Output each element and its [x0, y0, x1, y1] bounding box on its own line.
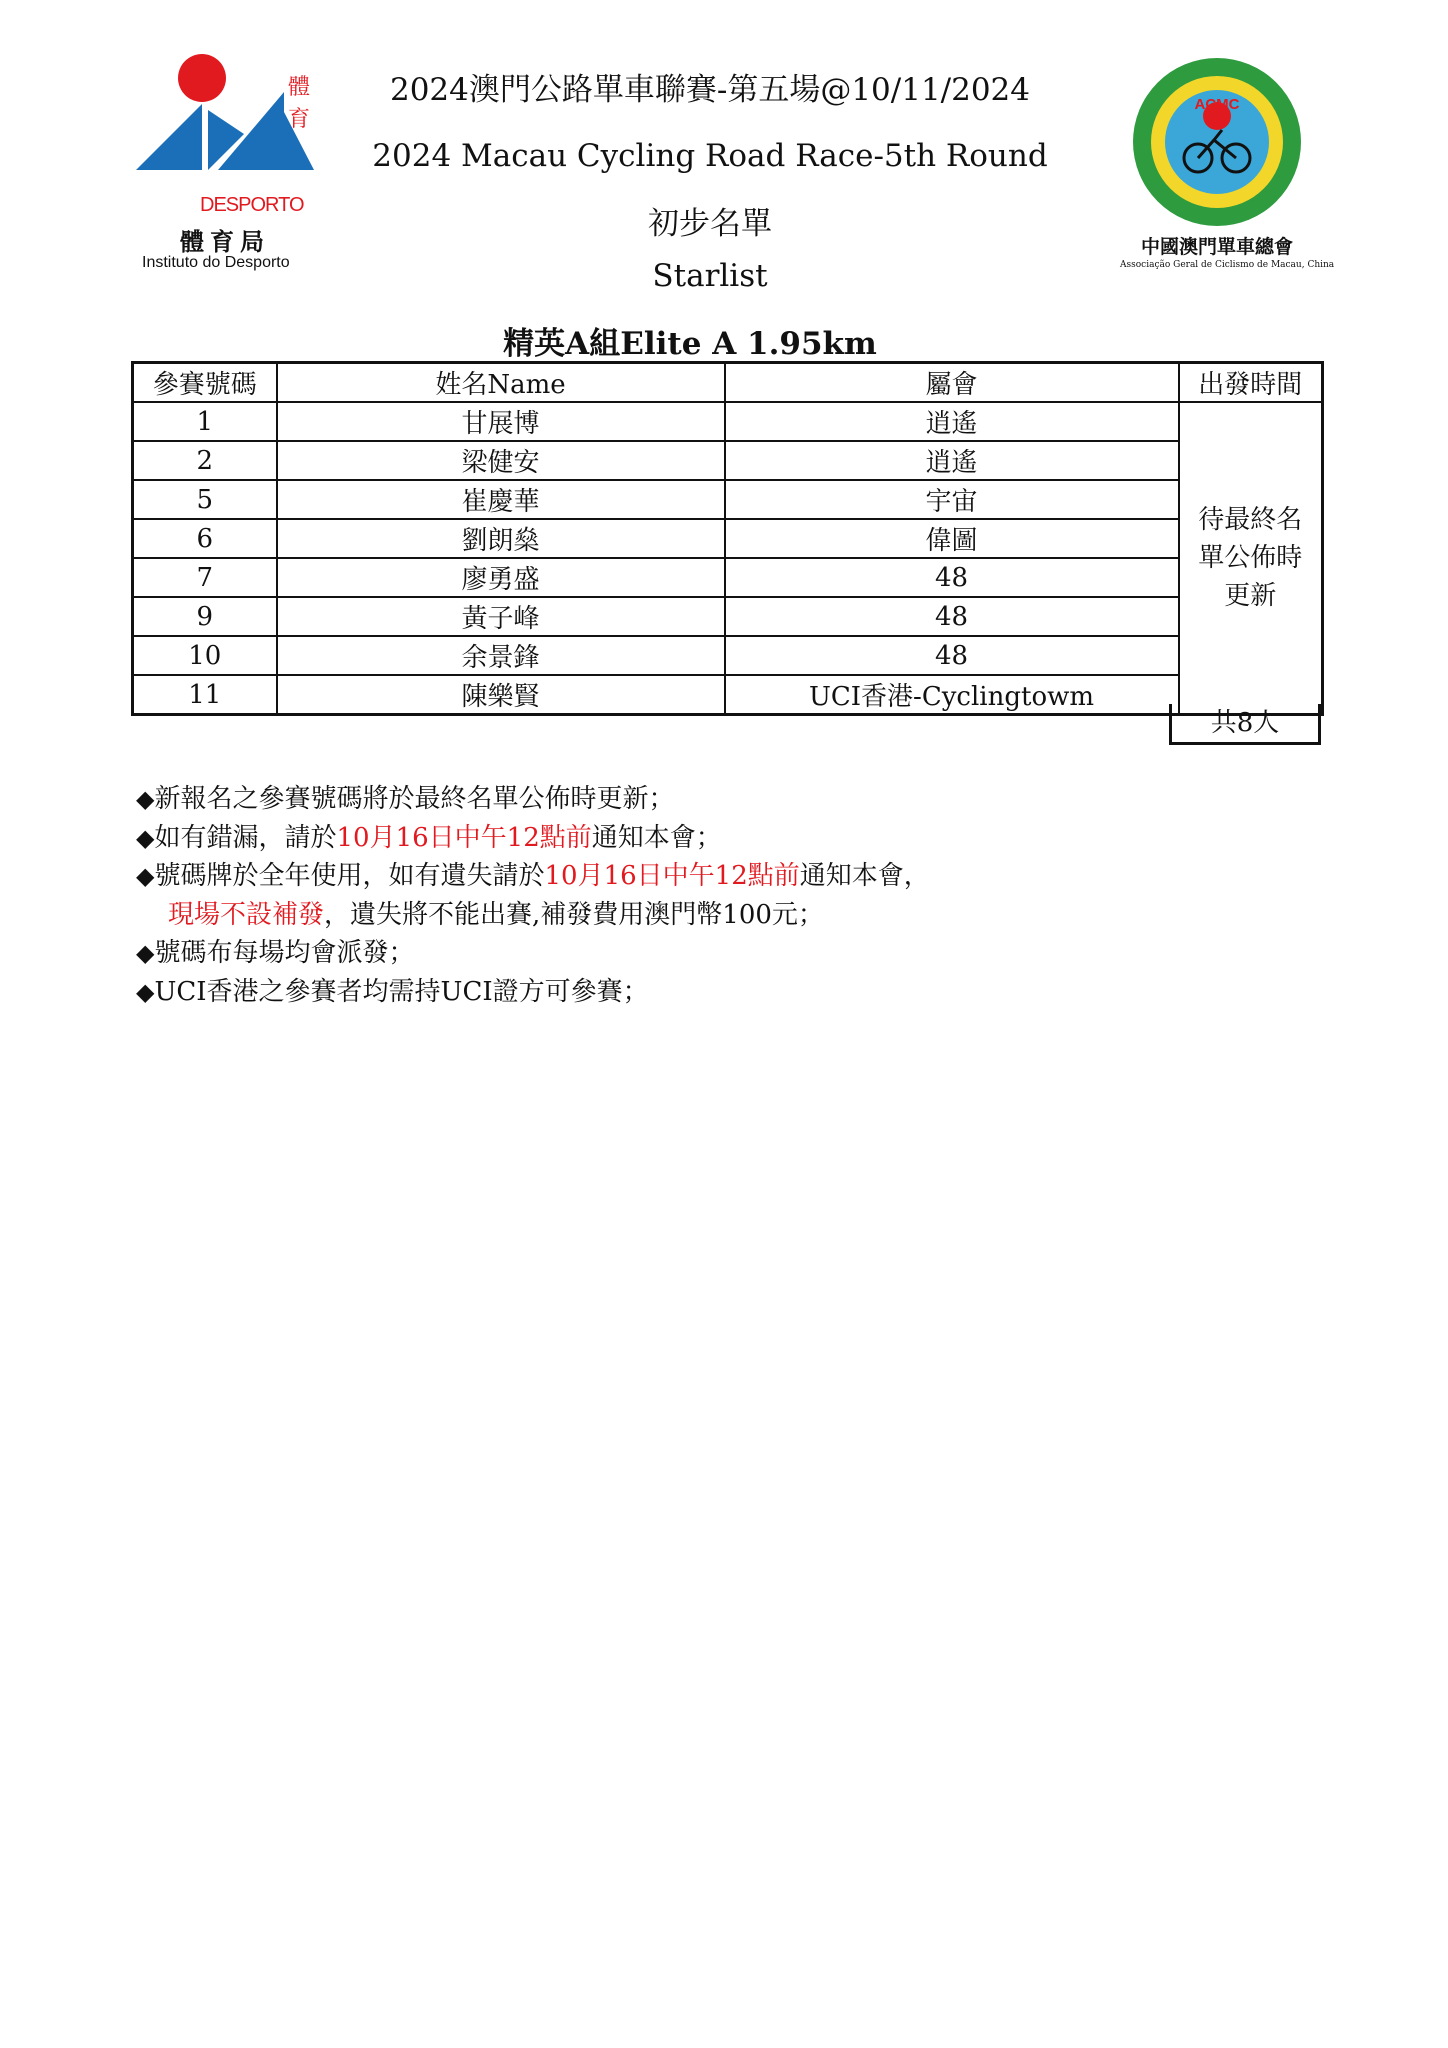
table-row [133, 636, 1323, 675]
desporto-vertical-text: 體育 [288, 75, 311, 132]
table-row [133, 480, 1323, 519]
diamond-bullet-icon: ◆ [136, 939, 155, 967]
header-name: 姓名Name [277, 363, 725, 403]
rider-name: 廖勇盛 [277, 558, 725, 597]
bib-number: 2 [133, 441, 277, 480]
acmc-badge-text: ACMC [1194, 96, 1240, 113]
table-row [133, 597, 1323, 636]
rider-club: 偉圖 [725, 519, 1179, 558]
title-en: 2024 Macau Cycling Road Race-5th Round [372, 138, 1048, 174]
bib-number: 5 [133, 480, 277, 519]
table-header-row [133, 363, 1323, 403]
table-row [133, 675, 1323, 715]
desporto-logo [136, 52, 346, 282]
acmc-name-pt: Associação Geral de Ciclismo de Macau, China [1120, 260, 1335, 270]
start-time-pending: 待最終名單公佈時更新 [1179, 402, 1323, 715]
note-item-continued [136, 896, 930, 935]
bib-number: 1 [133, 402, 277, 441]
note-text: 通知本會， [799, 861, 930, 891]
category-heading: 精英A組Elite A 1.95km [503, 326, 877, 362]
bib-number: 9 [133, 597, 277, 636]
table-row [133, 402, 1323, 441]
diamond-bullet-icon: ◆ [136, 862, 155, 890]
startlist-table [131, 361, 1324, 716]
acmc-name-cn: 中國澳門單車總會 [1140, 236, 1293, 258]
rider-name: 崔慶華 [277, 480, 725, 519]
bib-number: 6 [133, 519, 277, 558]
desporto-name-cn: 體育局 [180, 228, 270, 256]
table-row [133, 519, 1323, 558]
note-text: UCI香港之參賽者均需持UCI證方可參賽； [154, 976, 649, 1007]
table-row [133, 441, 1323, 480]
rider-club: 逍遙 [725, 441, 1179, 480]
note-text: 通知本會； [591, 822, 722, 853]
rider-name: 梁健安 [277, 441, 725, 480]
note-item [136, 973, 930, 1012]
note-item [136, 819, 930, 858]
rider-club: 逍遙 [725, 402, 1179, 441]
note-deadline: 10月16日中午12點前 [544, 861, 800, 891]
note-deadline: 10月16日中午12點前 [336, 822, 592, 853]
rider-club: 48 [725, 597, 1179, 636]
bib-number: 10 [133, 636, 277, 675]
rider-club: 宇宙 [725, 480, 1179, 519]
note-text: ，遺失將不能出賽,補發費用澳門幣100元； [324, 899, 824, 930]
note-warning: 現場不設補發 [168, 899, 325, 930]
desporto-name-pt: Instituto do Desporto [142, 254, 290, 271]
diamond-bullet-icon: ◆ [136, 977, 155, 1006]
table-row [133, 558, 1323, 597]
desporto-brand: DESPORTO [200, 194, 304, 216]
note-text: 號碼牌於全年使用，如有遺失請於 [154, 861, 545, 891]
bib-number: 11 [133, 675, 277, 715]
note-item [136, 934, 930, 973]
rider-club: UCI香港-Cyclingtowm [725, 675, 1179, 715]
rider-name: 劉朗燊 [277, 519, 725, 558]
diamond-bullet-icon: ◆ [136, 785, 155, 813]
note-text: 號碼布每場均會派發； [154, 938, 415, 968]
note-item [136, 857, 930, 896]
note-text: 新報名之參賽號碼將於最終名單公佈時更新； [154, 784, 675, 814]
rider-name: 甘展博 [277, 402, 725, 441]
acmc-badge-icon [1126, 56, 1308, 228]
rider-club: 48 [725, 636, 1179, 675]
header-start-time: 出發時間 [1179, 363, 1323, 403]
note-item [136, 780, 930, 819]
notes-list [136, 780, 930, 1011]
note-text: 如有錯漏，請於 [154, 822, 337, 853]
header-bib-number: 參賽號碼 [133, 363, 277, 403]
acmc-logo [1120, 56, 1335, 286]
rider-name: 陳樂賢 [277, 675, 725, 715]
rider-name: 余景鋒 [277, 636, 725, 675]
title-cn: 2024澳門公路單車聯賽-第五場@10/11/2024 [389, 72, 1031, 108]
header-club: 屬會 [725, 363, 1179, 403]
total-count: 共8人 [1169, 704, 1321, 745]
bib-number: 7 [133, 558, 277, 597]
subtitle-en: Starlist [652, 258, 768, 294]
subtitle-cn: 初步名單 [648, 206, 772, 242]
rider-club: 48 [725, 558, 1179, 597]
rider-name: 黃子峰 [277, 597, 725, 636]
diamond-bullet-icon: ◆ [136, 823, 155, 852]
